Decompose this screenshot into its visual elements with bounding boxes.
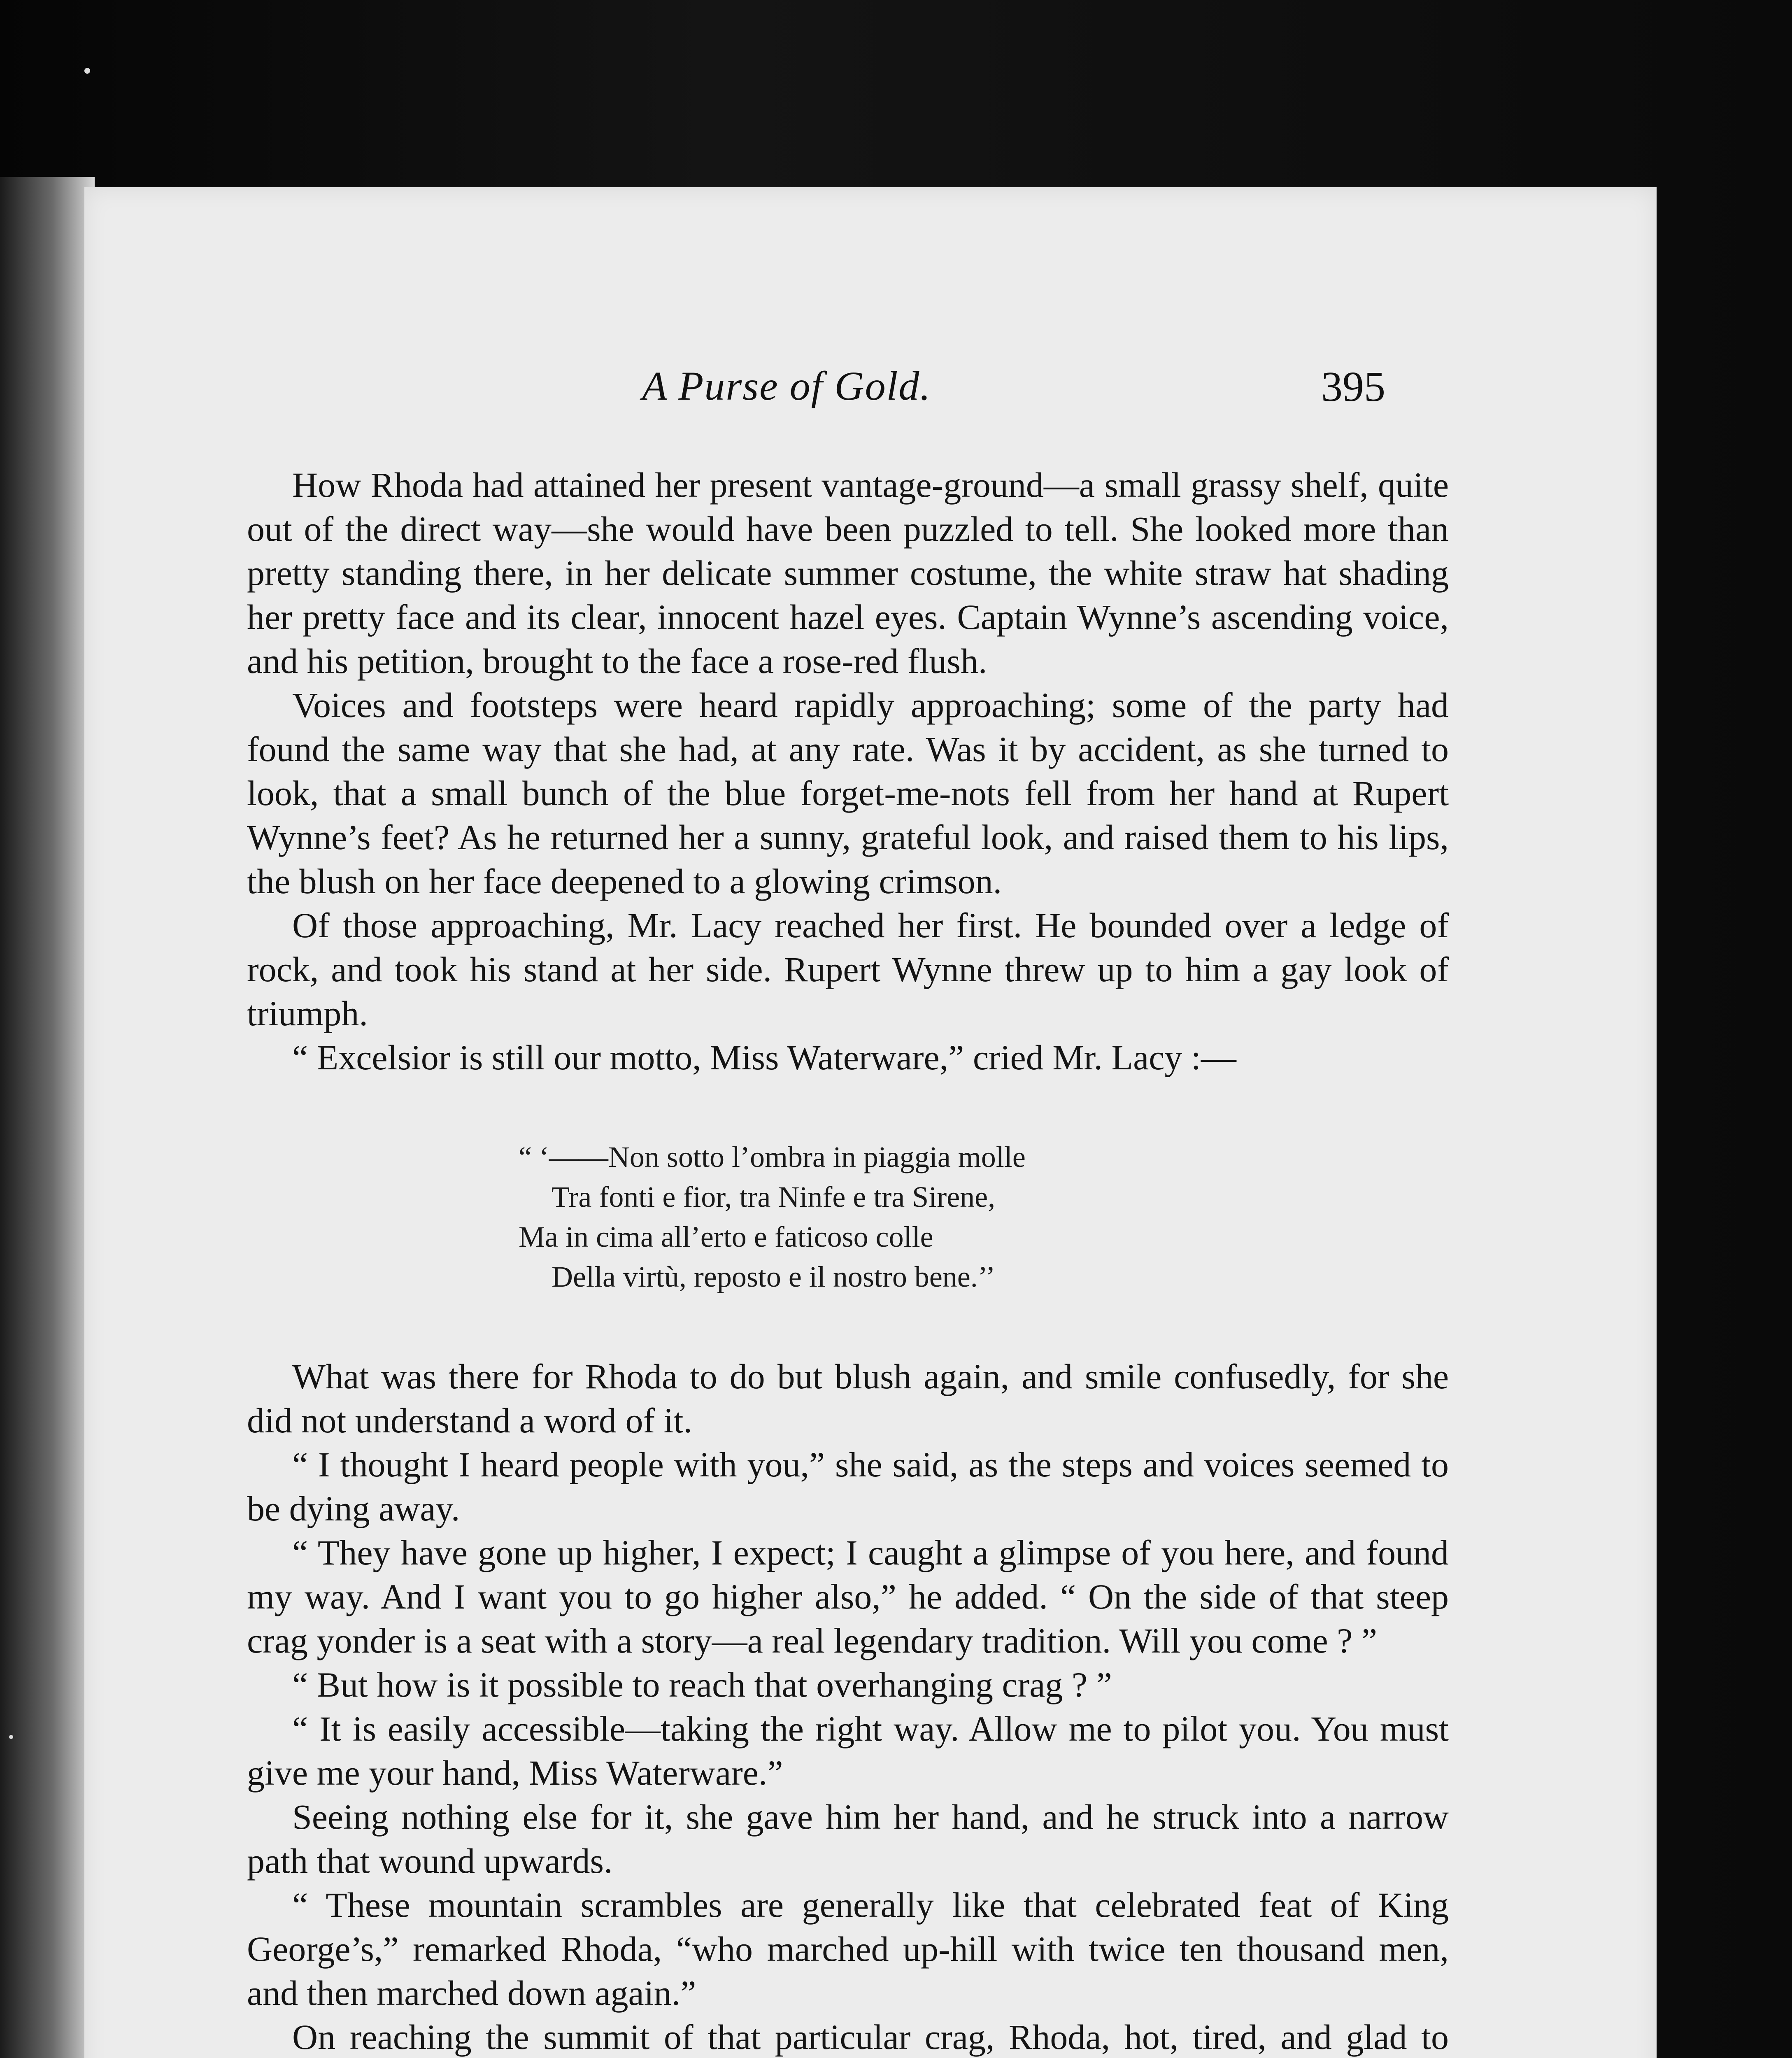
paragraph: “ These mountain scrambles are generally like that celebrated feat of King George’s,” remarked Rhoda, “who marched up-hill with twice ten thousand men, and then marched down again.”: [247, 1885, 1449, 2013]
paragraph: “ Excelsior is still our motto, Miss Waterware,” cried Mr. Lacy :—: [292, 1038, 1236, 1077]
paragraph: What was there for Rhoda to do but blush again, and smile confusedly, for she did not understand a word of it.: [247, 1357, 1449, 1440]
scan-speck: [9, 1735, 13, 1739]
verse-line: Della virtù, reposto e il nostro bene.’’: [552, 1260, 996, 1293]
body-text: [247, 463, 1449, 2058]
verse-line: Tra fonti e fior, tra Ninfe e tra Sirene,: [552, 1180, 996, 1213]
facing-page-edge: [0, 177, 95, 2058]
scan-speck: [84, 68, 90, 74]
verse-quotation: [519, 1137, 1449, 1297]
paragraph: “ But how is it possible to reach that overhanging crag ? ”: [292, 1665, 1112, 1704]
paragraph: “ They have gone up higher, I expect; I caught a glimpse of you here, and found my way. And I want you to go higher also,” he added. “ On the side of that steep crag yonder is a seat with a story—a real legendary tradition. Will you come ? ”: [247, 1533, 1449, 1660]
page-number: 395: [1321, 363, 1385, 410]
paragraph: Seeing nothing else for it, she gave him her hand, and he struck into a narrow path that wound upwards.: [247, 1797, 1449, 1881]
paragraph: How Rhoda had attained her present vantage-ground—a small grassy shelf, quite out of the direct way—she would have been puzzled to tell. She looked more than pretty standing there, in her delicate summer costume, the white straw hat shading her pretty face and its clear, innocent hazel eyes. Captain Wynne’s ascending voice, and his petition, brought to the face a rose-red flush.: [247, 465, 1449, 681]
running-head: A Purse of Gold.: [642, 363, 931, 409]
verse-line: “ ‘——Non sotto l’ombra in piaggia molle: [519, 1141, 1026, 1173]
paragraph: “ I thought I heard people with you,” she said, as the steps and voices seemed to be dying away.: [247, 1445, 1449, 1528]
paragraph: Of those approaching, Mr. Lacy reached her first. He bounded over a ledge of rock, and took his stand at her side. Rupert Wynne threw up to him a gay look of triumph.: [247, 906, 1449, 1033]
paragraph: Voices and footsteps were heard rapidly approaching; some of the party had found the same way that she had, at any rate. Was it by accident, as she turned to look, that a small bunch of the blue forget-me-nots fell from her hand at Rupert Wynne’s feet? As he returned her a sunny, grateful look, and raised them to his lips, the blush on her face deepened to a glowing crimson.: [247, 685, 1449, 901]
paragraph: “ It is easily accessible—taking the right way. Allow me to pilot you. You must give me your hand, Miss Waterware.”: [247, 1709, 1449, 1793]
verse-line: Ma in cima all’erto e faticoso colle: [519, 1220, 933, 1253]
paragraph: On reaching the summit of that particular crag, Rhoda, hot, tired, and glad to: [292, 2017, 1449, 2057]
